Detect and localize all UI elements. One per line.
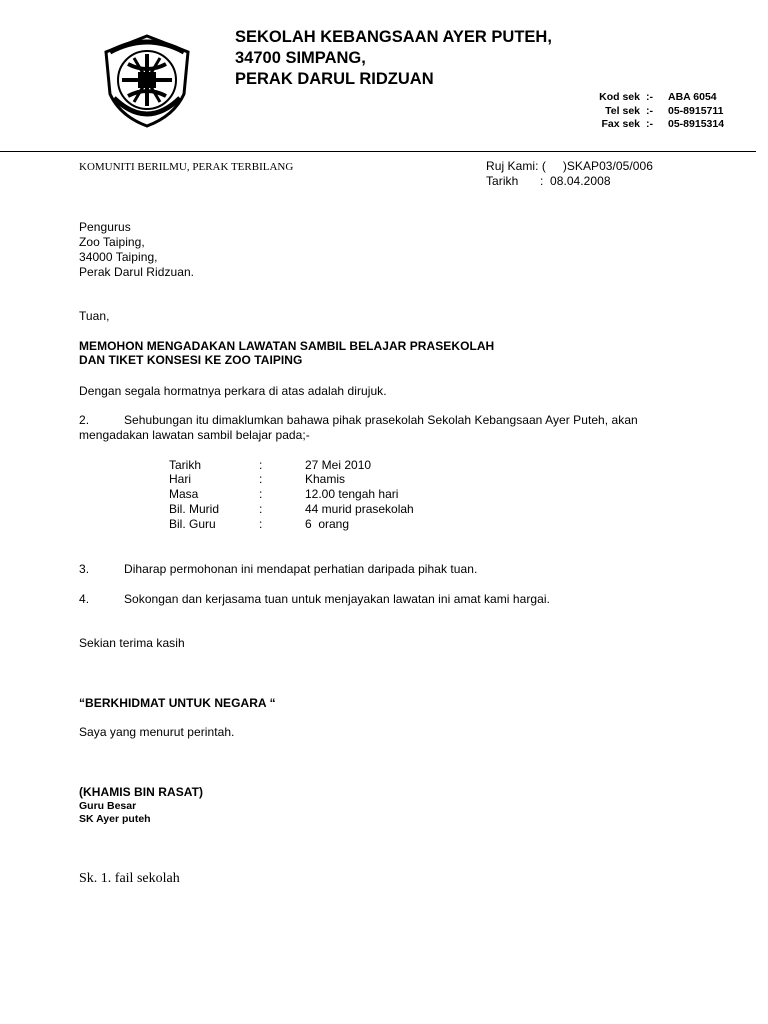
tarikh-value: 08.04.2008 <box>550 174 611 188</box>
contact-row-tel <box>560 105 723 117</box>
para2-line1: Sehubungan itu dimaklumkan bahawa pihak prasekolah Sekolah Kebangsaan Ayer Puteh, akan <box>124 413 638 427</box>
school-address-line2: PERAK DARUL RIDZUAN <box>235 70 434 88</box>
reference-ruj <box>486 159 653 173</box>
signatory-org: SK Ayer puteh <box>79 813 151 825</box>
contact-sep: :- <box>646 118 653 130</box>
para3-text: Diharap permohonan ini mendapat perhatian daripada pihak tuan. <box>124 562 478 576</box>
salutation: Tuan, <box>79 309 110 323</box>
detail-value: 44 murid prasekolah <box>305 502 414 516</box>
para2-number: 2. <box>79 413 90 427</box>
contact-row-fax <box>560 118 724 130</box>
detail-label: Hari <box>169 472 192 486</box>
detail-label: Tarikh <box>169 458 202 472</box>
recipient-line: Zoo Taiping, <box>79 235 145 249</box>
motto: KOMUNITI BERILMU, PERAK TERBILANG <box>79 161 294 173</box>
detail-value: Khamis <box>305 472 346 486</box>
detail-value: 6 orang <box>305 517 350 531</box>
detail-value: 12.00 tengah hari <box>305 487 399 501</box>
ruj-label: Ruj Kami: <box>486 159 539 173</box>
cc-note: Sk. 1. fail sekolah <box>79 871 180 886</box>
detail-label: Bil. Guru <box>169 517 216 531</box>
detail-value: 27 Mei 2010 <box>305 458 372 472</box>
detail-sep: : <box>259 517 263 531</box>
contact-value: 05-8915711 <box>668 105 724 117</box>
detail-sep: : <box>259 472 263 486</box>
school-address-line1: 34700 SIMPANG, <box>235 49 366 67</box>
signatory-title: Guru Besar <box>79 800 137 812</box>
para4-text: Sokongan dan kerjasama tuan untuk menjayakan lawatan ini amat kami hargai. <box>124 592 550 606</box>
contact-value: ABA 6054 <box>668 91 717 103</box>
contact-label: Tel sek <box>605 105 640 117</box>
contact-value: 05-8915314 <box>668 118 725 130</box>
closing-line: Saya yang menurut perintah. <box>79 725 235 739</box>
contact-label: Fax sek <box>601 118 640 130</box>
detail-sep: : <box>259 487 263 501</box>
signatory-name: (KHAMIS BIN RASAT) <box>79 785 203 799</box>
closing: Sekian terima kasih <box>79 636 185 650</box>
recipient-line: Perak Darul Ridzuan. <box>79 265 195 279</box>
slogan: “BERKHIDMAT UNTUK NEGARA “ <box>79 696 276 710</box>
header-divider <box>0 151 756 152</box>
detail-label: Masa <box>169 487 199 501</box>
ruj-value: ( )SKAP03/05/006 <box>541 159 653 173</box>
para4-number: 4. <box>79 592 90 606</box>
subject-line: DAN TIKET KONSESI KE ZOO TAIPING <box>79 353 303 367</box>
subject-line: MEMOHON MENGADAKAN LAWATAN SAMBIL BELAJAR PRASEKOLAH <box>79 339 495 353</box>
detail-sep: : <box>259 502 263 516</box>
contact-label: Kod sek <box>599 91 640 103</box>
contact-sep: :- <box>646 105 653 117</box>
recipient-line: 34000 Taiping, <box>79 250 158 264</box>
detail-label: Bil. Murid <box>169 502 220 516</box>
recipient-line: Pengurus <box>79 220 131 234</box>
para3-number: 3. <box>79 562 90 576</box>
contact-sep: :- <box>646 91 653 103</box>
intro-paragraph: Dengan segala hormatnya perkara di atas adalah dirujuk. <box>79 384 387 398</box>
detail-sep: : <box>259 458 263 472</box>
para2-line2: mengadakan lawatan sambil belajar pada;- <box>79 428 310 442</box>
school-name: SEKOLAH KEBANGSAAN AYER PUTEH, <box>235 28 552 46</box>
contact-row-kod <box>560 91 717 103</box>
tarikh-label: Tarikh <box>486 174 519 188</box>
school-logo <box>104 34 190 128</box>
tarikh-sep: : <box>540 174 544 188</box>
reference-tarikh <box>486 174 611 188</box>
